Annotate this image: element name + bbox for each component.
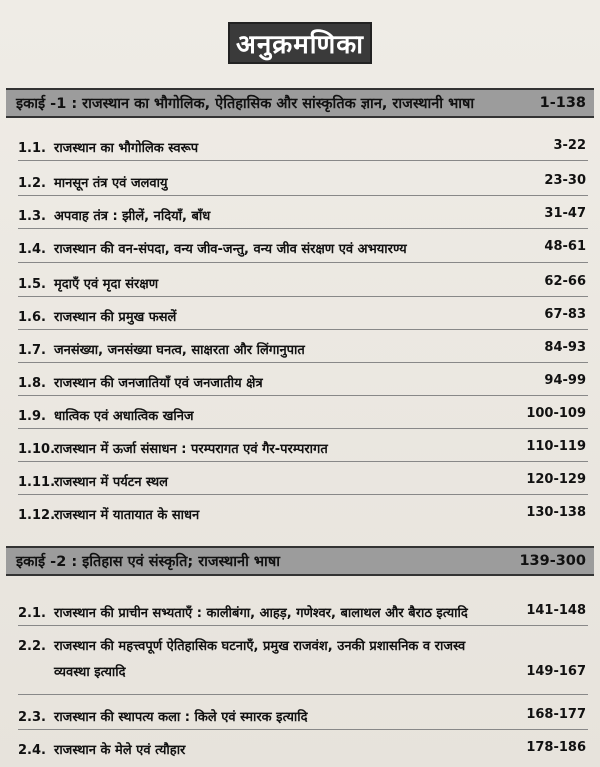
toc-entry-1-12[interactable] (18, 505, 586, 523)
entry-title: राजस्थान के मेले एवं त्यौहार (54, 743, 186, 758)
entry-title: धात्विक एवं अधात्विक खनिज (54, 409, 194, 424)
entry-number: 1.11. (18, 475, 56, 490)
toc-entry-2-4[interactable] (18, 740, 586, 758)
unit-2-page-range: 139-300 (519, 553, 586, 569)
entry-title-continued: व्यवस्था इत्यादि (54, 665, 126, 680)
toc-entry-2-3[interactable] (18, 707, 586, 725)
toc-entry-1-7[interactable] (18, 340, 586, 358)
entry-number: 2.1. (18, 606, 46, 621)
row-divider (18, 362, 588, 363)
toc-entry-1-10[interactable] (18, 439, 586, 457)
entry-number: 1.9. (18, 409, 46, 424)
entry-pages: 67-83 (544, 307, 586, 322)
entry-pages: 84-93 (544, 340, 586, 355)
toc-entry-1-6[interactable] (18, 307, 586, 325)
entry-number: 2.2. (18, 639, 46, 654)
entry-title: अपवाह तंत्र : झीलें, नदियाँ, बाँध (54, 209, 211, 224)
entry-number: 1.3. (18, 209, 46, 224)
entry-number: 1.2. (18, 176, 46, 191)
toc-entry-2-2[interactable] (18, 636, 586, 680)
entry-pages: 3-22 (553, 138, 586, 153)
unit-2-title: इकाई -2 : इतिहास एवं संस्कृति; राजस्थानी भाषा (16, 554, 280, 570)
entry-pages: 141-148 (526, 603, 586, 618)
row-divider (18, 262, 588, 263)
entry-title: जनसंख्या, जनसंख्या घनत्व, साक्षरता और लिंगानुपात (54, 343, 305, 358)
entry-pages: 178-186 (526, 740, 586, 755)
entry-pages: 48-61 (544, 239, 586, 254)
row-divider (18, 694, 588, 695)
entry-pages: 100-109 (526, 406, 586, 421)
row-divider (18, 428, 588, 429)
toc-entry-1-4[interactable] (18, 239, 586, 257)
entry-number: 1.10. (18, 442, 56, 457)
unit-2-header (6, 546, 594, 576)
row-divider (18, 729, 588, 730)
unit-1-header (6, 88, 594, 118)
entry-number: 1.7. (18, 343, 46, 358)
entry-pages: 130-138 (526, 505, 586, 520)
row-divider (18, 195, 588, 196)
row-divider (18, 329, 588, 330)
entry-pages: 23-30 (544, 173, 586, 188)
entry-pages: 94-99 (544, 373, 586, 388)
row-divider (18, 228, 588, 229)
entry-number: 1.4. (18, 242, 46, 257)
toc-entry-1-11[interactable] (18, 472, 586, 490)
entry-title: राजस्थान की महत्त्वपूर्ण ऐतिहासिक घटनाएँ, प्रमुख राजवंश, उनकी प्रशासनिक व राजस्व (54, 639, 466, 654)
toc-entry-1-1[interactable] (18, 138, 586, 156)
entry-pages: 110-119 (526, 439, 586, 454)
entry-title: राजस्थान की प्रमुख फसलें (54, 310, 177, 325)
toc-entry-2-1[interactable] (18, 603, 586, 621)
row-divider (18, 395, 588, 396)
entry-pages: 168-177 (526, 707, 586, 722)
entry-title: राजस्थान की जनजातियाँ एवं जनजातीय क्षेत्र (54, 376, 263, 391)
entry-title: मृदाएँ एवं मृदा संरक्षण (54, 277, 159, 292)
entry-number: 1.1. (18, 141, 46, 156)
toc-entry-1-5[interactable] (18, 274, 586, 292)
entry-title: राजस्थान की प्राचीन सभ्यताएँ : कालीबंगा, आहड़, गणेश्वर, बालाथल और बैराठ इत्यादि (54, 606, 468, 621)
entry-pages: 31-47 (544, 206, 586, 221)
unit-1-title: इकाई -1 : राजस्थान का भौगोलिक, ऐतिहासिक और सांस्कृतिक ज्ञान, राजस्थानी भाषा (16, 96, 475, 112)
row-divider (18, 461, 588, 462)
entry-title: राजस्थान का भौगोलिक स्वरूप (54, 141, 199, 156)
toc-entry-1-9[interactable] (18, 406, 586, 424)
entry-title: राजस्थान में ऊर्जा संसाधन : परम्परागत एवं गैर-परम्परागत (54, 442, 328, 457)
entry-title: राजस्थान की वन-संपदा, वन्य जीव-जन्तु, वन्य जीव संरक्षण एवं अभयारण्य (54, 242, 407, 257)
entry-pages: 149-167 (526, 664, 586, 679)
row-divider (18, 625, 588, 626)
entry-number: 2.4. (18, 743, 46, 758)
entry-number: 1.5. (18, 277, 46, 292)
entry-title: मानसून तंत्र एवं जलवायु (54, 176, 168, 191)
entry-title: राजस्थान में यातायात के साधन (54, 508, 200, 523)
entry-pages: 62-66 (544, 274, 586, 289)
page-title: अनुक्रमणिका (228, 22, 372, 64)
toc-entry-1-8[interactable] (18, 373, 586, 391)
entry-pages: 120-129 (526, 472, 586, 487)
entry-title: राजस्थान में पर्यटन स्थल (54, 475, 168, 490)
unit-1-page-range: 1-138 (539, 95, 586, 111)
row-divider (18, 160, 588, 161)
entry-number: 1.6. (18, 310, 46, 325)
entry-number: 1.8. (18, 376, 46, 391)
row-divider (18, 296, 588, 297)
entry-title: राजस्थान की स्थापत्य कला : किले एवं स्मारक इत्यादि (54, 710, 308, 725)
entry-number: 1.12. (18, 508, 56, 523)
toc-entry-1-2[interactable] (18, 173, 586, 191)
toc-entry-1-3[interactable] (18, 206, 586, 224)
entry-number: 2.3. (18, 710, 46, 725)
row-divider (18, 494, 588, 495)
